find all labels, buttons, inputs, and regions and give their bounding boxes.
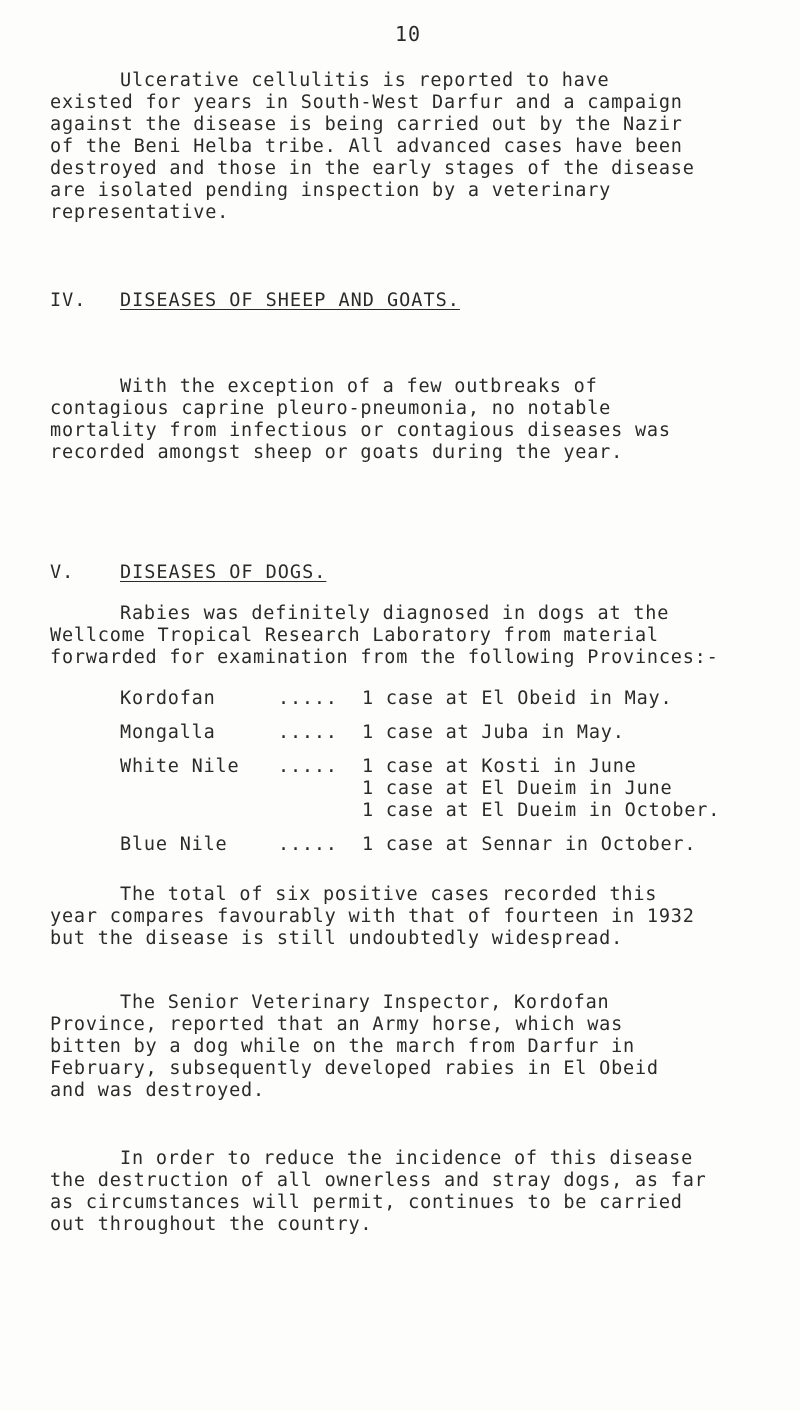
section-v-heading: DISEASES OF DOGS. <box>120 562 327 583</box>
section-v-intro: Rabies was definitely diagnosed in dogs at the Wellcome Tropical Research Laboratory from material forwarded for examination from the following Provinces:- <box>50 603 719 668</box>
leader-dots: ..... <box>278 722 338 743</box>
section-iv-heading: DISEASES OF SHEEP AND GOATS. <box>120 290 460 311</box>
senior-inspector-paragraph: The Senior Veterinary Inspector, Kordofan Province, reported that an Army horse, which was bitten by a dog while on the march from Darfur in February, subsequently developed rabies in El Obeid and was destroyed. <box>50 992 659 1101</box>
section-v-number: V. <box>50 562 75 583</box>
leader-dots: ..... <box>278 756 338 777</box>
stray-dogs-paragraph: In order to reduce the incidence of this disease the destruction of all ownerless and stray dogs, as far as circumstances will permit, continues to be carried out throughout the country. <box>50 1148 707 1235</box>
page-number: 10 <box>395 22 422 46</box>
section-iv-paragraph: With the exception of a few outbreaks of contagious caprine pleuro-pneumonia, no notable mortality from infectious or contagious diseases was recorded amongst sheep or goats during the year. <box>50 376 671 463</box>
intro-paragraph: Ulcerative cellulitis is reported to have existed for years in South-West Darfur and a campaign against the disease is being carried out by the Nazir of the Beni Helba tribe. All advanced cases have been destroyed and those in the early stages of the disease are isolated pending inspection by a veterinary representative. <box>50 70 695 223</box>
case-entry: 1 case at Sennar in October. <box>362 834 697 855</box>
province-name: White Nile <box>120 756 240 777</box>
province-name: Mongalla <box>120 722 216 743</box>
case-entry: 1 case at El Dueim in October. <box>362 800 721 821</box>
case-entry: 1 case at Kosti in June <box>362 756 637 777</box>
case-entry: 1 case at Juba in May. <box>362 722 625 743</box>
section-iv-number: IV. <box>50 290 87 311</box>
leader-dots: ..... <box>278 688 338 709</box>
case-entry: 1 case at El Dueim in June <box>362 778 673 799</box>
province-name: Blue Nile <box>120 834 228 855</box>
province-name: Kordofan <box>120 688 216 709</box>
leader-dots: ..... <box>278 834 338 855</box>
case-entry: 1 case at El Obeid in May. <box>362 688 673 709</box>
total-cases-paragraph: The total of six positive cases recorded this year compares favourably with that of fourteen in 1932 but the disease is still undoubtedly widespread. <box>50 884 695 949</box>
